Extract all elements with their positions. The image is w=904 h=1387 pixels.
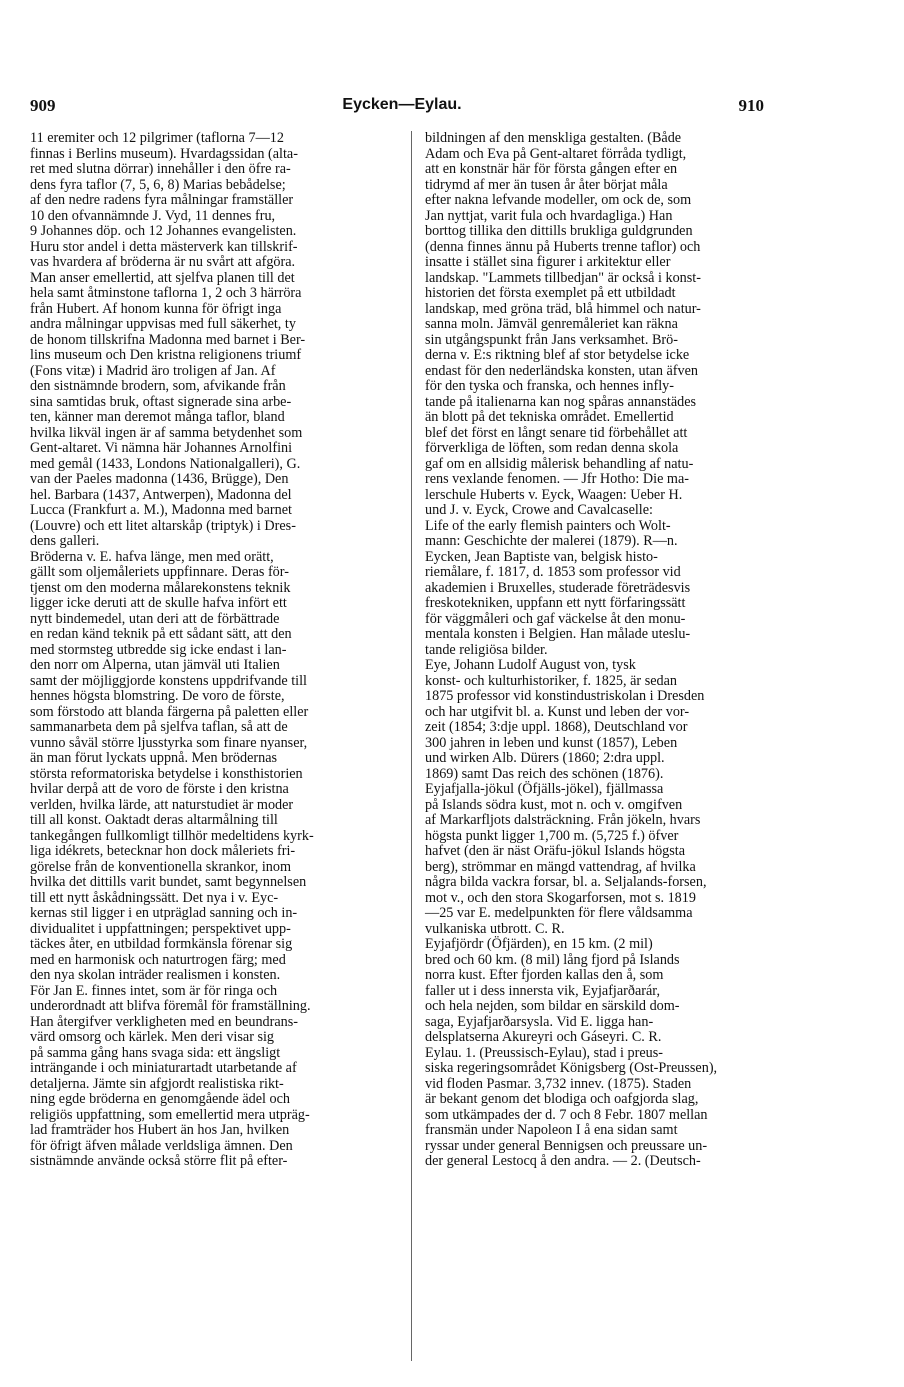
text-line: underordnadt att blifva föremål för framställning. [30, 998, 311, 1014]
text-line: tande religiösa bilder. [425, 641, 548, 658]
text-line: som förstodo att blanda färgerna på paletten eller [30, 703, 309, 720]
text-line: ten, känner man deremot många taflor, bland [30, 409, 285, 425]
text-line: finnas i Berlins museum). Hvardagssidan (alta- [30, 145, 298, 162]
text-line: bildningen af den menskliga gestalten. (Både [425, 130, 682, 146]
text-line: den nya skolan inträder realismen i konsten. [30, 967, 281, 983]
text-line: riemålare, f. 1817, d. 1853 som professor vid [425, 564, 681, 580]
text-line: bred och 60 km. (8 mil) lång fjord på Islands [425, 951, 680, 968]
text-line: hvilka likväl ingen är af samma betydenhet som [30, 424, 303, 441]
text-line: än man förut lyckats uppnå. Men brödernas [30, 750, 278, 766]
text-line: (Fons vitæ) i Madrid äro troligen af Jan. Af [30, 362, 276, 379]
text-line: verlden, hvilka lärde, att naturstudiet är moder [30, 796, 294, 813]
text-line: mentala konsten i Belgien. Han målade uteslu- [425, 626, 691, 642]
text-line: (denna finnes ännu på Huberts trenne taflor) och [425, 238, 701, 255]
text-line: täckes åter, en utbildad formkänsla förenar sig [30, 936, 293, 952]
text-line: hel. Barbara (1437, Antwerpen), Madonna del [30, 486, 292, 503]
text-line: 10 den ofvannämnde J. Vyd, 11 dennes fru, [30, 207, 276, 224]
text-line: rens vexlande fenomen. — Jfr Hotho: Die ma- [425, 471, 689, 487]
text-line: berg), strömmar en mängd vattendrag, af hvilka [425, 858, 696, 875]
text-line: Man anser emellertid, att sjelfva planen till det [30, 269, 295, 286]
text-line: Eyjafjalla-jökul (Öfjälls-jökel), fjällmassa [425, 781, 664, 797]
text-line: dividualitet i uppfattningen; perspektivet upp- [30, 920, 291, 937]
text-line: zeit (1854; 3:dje uppl. 1868), Deutschland vor [425, 719, 688, 735]
text-line: af Markarfljots dalsträckning. Från jökeln, hvars [425, 812, 701, 828]
text-line: med gemål (1433, Londons Nationalgalleri), G. [30, 455, 301, 472]
text-line: värd omsorg och kärlek. Men deri visar sig [30, 1029, 275, 1045]
text-line: och har utgifvit bl. a. Kunst und leben der vor- [425, 703, 690, 720]
text-line: på Islands södra kust, mot n. och v. omgifven [425, 796, 683, 813]
text-line: —25 var E. medelpunkten för flere våldsamma [425, 905, 693, 921]
text-line: ret med slutna dörrar) innehåller i den öfre ra- [30, 161, 291, 177]
text-line: tjenst om den moderna målarekonstens teknik [30, 579, 291, 596]
text-line: konst- och kulturhistoriker, f. 1825, är sedan [425, 672, 677, 689]
text-line: Han återgifver verkligheten med en beundrans- [30, 1013, 299, 1030]
text-line: norra kust. Efter fjorden kallas den å, som [425, 967, 664, 983]
text-line: tankegången fullkomligt tillhör medeltidens kyrk- [30, 827, 314, 844]
text-line: Adam och Eva på Gent-altaret förråda tydligt, [425, 145, 687, 162]
text-line: detaljerna. Jämte sin afgjordt realistiska rikt- [30, 1075, 284, 1092]
page-number-left: 909 [30, 96, 56, 115]
text-line: och hela nejden, som bildar en särskild dom- [425, 998, 680, 1014]
text-line: görelse från de konventionella skrankor, inom [30, 858, 292, 875]
text-line: vid floden Pasmar. 3,732 innev. (1875). Staden [425, 1075, 692, 1092]
text-line: ryssar under general Bennigsen och preussare un- [425, 1137, 708, 1154]
text-line: af den nedre radens fyra målningar framställer [30, 192, 294, 208]
text-line: sin utgångspunkt från Jans verksamhet. Brö- [425, 331, 678, 348]
text-line: 1869) samt Das reich des schönen (1876). [425, 765, 664, 782]
text-line: insatte i stället sina figurer i arkitektur eller [425, 254, 671, 270]
text-line: faller ut i dess innersta vik, Eyjafjarðarár, [425, 982, 661, 999]
text-line: för öfrigt äfven målade verldsliga ämnen. Den [30, 1137, 293, 1154]
text-line: der general Lestocq å den andra. — 2. (Deutsch- [425, 1153, 701, 1169]
text-line: freskotekniken, uppfann ett nytt förfaringssätt [425, 595, 686, 611]
text-line: ligger icke deruti att de skulle hafva infört ett [30, 595, 287, 611]
text-line: förverkliga de löften, som redan denna skola [425, 440, 679, 456]
text-line: landskap, med gröna träd, blå himmel och natur- [425, 300, 701, 317]
text-line: 9 Johannes döp. och 12 Johannes evangelisten. [30, 223, 297, 239]
text-line: 300 jahren in leben und kunst (1857), Leben [425, 734, 678, 751]
text-line: 11 eremiter och 12 pilgrimer (taflorna 7—12 [30, 130, 284, 146]
text-line: und wirken Alb. Dürers (1860; 2:dra uppl. [425, 750, 665, 766]
text-line: liga idékrets, betecknar hon dock måleriets fri- [30, 843, 296, 859]
text-line: dens fyra taflor (7, 5, 6, 8) Marias bebådelse; [30, 176, 286, 193]
text-line: mann: Geschichte der malerei (1879). R—n. [425, 533, 678, 549]
text-line: tidrymd af mer än tusen år åter börjat måla [425, 176, 668, 193]
text-line: att en konstnär här för första gången efter en [425, 161, 678, 177]
text-line: und J. v. Eyck, Crowe and Cavalcaselle: [425, 502, 653, 518]
text-line: (Louvre) och ett litet altarskåp (triptyk) i Dres- [30, 517, 296, 534]
text-line: lad framträder hos Hubert än hos Jan, hvilken [30, 1122, 290, 1138]
text-line: med en harmonisk och naturtrogen färg; med [30, 951, 286, 968]
running-head: Eycken—Eylau. [342, 96, 462, 113]
text-line: lins museum och Den kristna religionens triumf [30, 347, 302, 363]
text-line: Gent-altaret. Vi nämna här Johannes Arnolfini [30, 440, 293, 456]
text-line: borttog tillika den dittills brukliga guldgrunden [425, 223, 693, 239]
column-divider [411, 131, 412, 1361]
text-line: några bilda vackra forsar, bl. a. Seljalands-forsen, [425, 874, 707, 890]
text-line: För Jan E. finnes intet, som är för ringa och [30, 982, 278, 999]
text-line: siska regeringsområdet Königsberg (Ost-Preussen), [425, 1060, 718, 1076]
text-line: Eylau. 1. (Preussisch-Eylau), stad i preus- [425, 1044, 663, 1061]
text-line: en redan känd teknik på ett sådant sätt, att den [30, 626, 292, 642]
text-line: historien det första exemplet på ett utbildadt [425, 285, 676, 301]
text-line: akademien i Bruxelles, studerade företrädesvis [425, 579, 691, 596]
text-line: är bekant genom det blodiga och oafgjorda slag, [425, 1091, 699, 1107]
text-line: Bröderna v. E. hafva länge, men med orätt, [30, 548, 274, 565]
text-line: delsplatserna Akureyri och Gáseyri. C. R. [425, 1029, 662, 1045]
text-line: största reformatoriska betydelse i konsthistorien [30, 765, 303, 782]
text-line: sina samtidas bruk, oftast signerade sina arbe- [30, 393, 292, 410]
text-line: Life of the early flemish painters och Wolt- [425, 517, 671, 534]
text-line: Eyjafjördr (Öfjärden), en 15 km. (2 mil) [425, 936, 653, 952]
text-line: än blott på det tekniska området. Emellertid [425, 409, 674, 425]
text-line: 1875 professor vid konstindustriskolan i Dresden [425, 688, 705, 704]
text-line: van der Paeles madonna (1436, Brügge), Den [30, 471, 289, 487]
text-line: mot v., och den stora Skogarforsen, mot s. 1819 [425, 889, 696, 906]
text-line: kernas stil ligger i en utpräglad sanning och in- [30, 905, 298, 921]
text-line: dens galleri. [30, 533, 100, 549]
text-line: religiös uppfattning, som emellertid mera utpräg- [30, 1106, 310, 1123]
text-line: hennes högsta blomstring. De voro de förste, [30, 688, 285, 704]
text-line: hafvet (den är näst Oräfu-jökul Islands högsta [425, 843, 686, 859]
text-line: lerschule Huberts v. Eyck, Waagen: Ueber H. [425, 486, 683, 503]
text-line: vulkaniska utbrott. C. R. [425, 920, 565, 937]
text-line: från Hubert. Af honom kunna för öfrigt inga [30, 300, 282, 317]
text-line: hvilar derpå att de voro de förste i den kristna [30, 781, 289, 797]
text-line: fransmän under Napoleon I å ena sidan samt [425, 1122, 678, 1138]
text-line: till all konst. Oaktadt deras altarmålning till [30, 812, 278, 828]
text-line: den sistnämnde brodern, som, afvikande från [30, 378, 286, 394]
text-line: vunno såväl större ljusstyrka som finare nyanser, [30, 734, 308, 751]
text-line: för den tyska och franska, och hennes infly- [425, 378, 674, 394]
text-line: tande på italienarna kan nog spåras annanstädes [425, 393, 697, 410]
text-line: andra målningar uppvisas med full säkerhet, ty [30, 316, 296, 332]
text-line: de honom tillskrifna Madonna med barnet i Ber- [30, 331, 306, 348]
text-line: saga, Eyjafjarðarsysla. Vid E. ligga han- [425, 1013, 654, 1030]
right-column [425, 131, 805, 1170]
text-line: inträngande i och miniaturartadt utarbetande af [30, 1060, 297, 1076]
text-line: Eycken, Jean Baptiste van, belgisk histo- [425, 548, 658, 565]
text-line: blef det först en långt senare tid förbehållet att [425, 424, 688, 441]
text-line: derna v. E:s riktning blef af stor betydelse icke [425, 347, 690, 363]
text-line: till ett nytt åskådningssätt. Det nya i v. Eyc- [30, 889, 279, 906]
text-line: ning egde bröderna en genomgående ädel och [30, 1091, 290, 1107]
text-line: Jan nyttjat, varit fula och hvardagliga.) Han [425, 207, 673, 224]
text-line: nytt bindemedel, utan deri att de förbättrade [30, 610, 280, 627]
text-line: gaf om en allsidig målerisk behandling af natu- [425, 455, 694, 472]
text-line: för väggmåleri och gaf väckelse åt den monu- [425, 610, 686, 627]
text-line: hela samt åtminstone taflorna 1, 2 och 3 härröra [30, 285, 302, 301]
text-line: efter nakna lefvande modeller, om ock de, som [425, 192, 692, 208]
text-line: med stormsteg utbredde sig icke endast i lan- [30, 641, 287, 658]
text-line: landskap. "Lammets tillbedjan" är också i konst- [425, 269, 701, 286]
text-line: samt der möjliggjorde konstens uppdrifvande till [30, 672, 308, 689]
text-line: sistnämnde använde också större flit på efter- [30, 1153, 288, 1169]
text-line: sanna moln. Jämväl genremåleriet kan räkna [425, 316, 678, 332]
text-line: Lucca (Frankfurt a. M.), Madonna med barnet [30, 502, 292, 518]
text-line: Huru stor andel i detta mästerverk kan tillskrif- [30, 238, 298, 255]
text-line: vas hvardera af bröderna är nu svårt att afgöra. [30, 254, 296, 270]
text-line: hvilka det dittills varit bundet, samt begynnelsen [30, 874, 307, 890]
text-line: högsta punkt ligger 1,700 m. (5,725 f.) öfver [425, 827, 679, 844]
text-line: den norr om Alperna, utan jämväl uti Italien [30, 657, 280, 673]
text-line: gällt som oljemåleriets uppfinnare. Deras för- [30, 564, 289, 580]
text-line: på samma gång hans svaga sida: ett ängsligt [30, 1044, 281, 1061]
text-line: sammanarbeta dem på sjelfva taflan, så att de [30, 719, 288, 735]
text-line: endast för den nederländska konsten, utan äfven [425, 362, 699, 379]
text-line: som utkämpades der d. 7 och 8 Febr. 1807 mellan [425, 1106, 708, 1123]
left-column [30, 131, 410, 1170]
page-number-right: 910 [738, 96, 764, 115]
text-line: Eye, Johann Ludolf August von, tysk [425, 657, 636, 673]
